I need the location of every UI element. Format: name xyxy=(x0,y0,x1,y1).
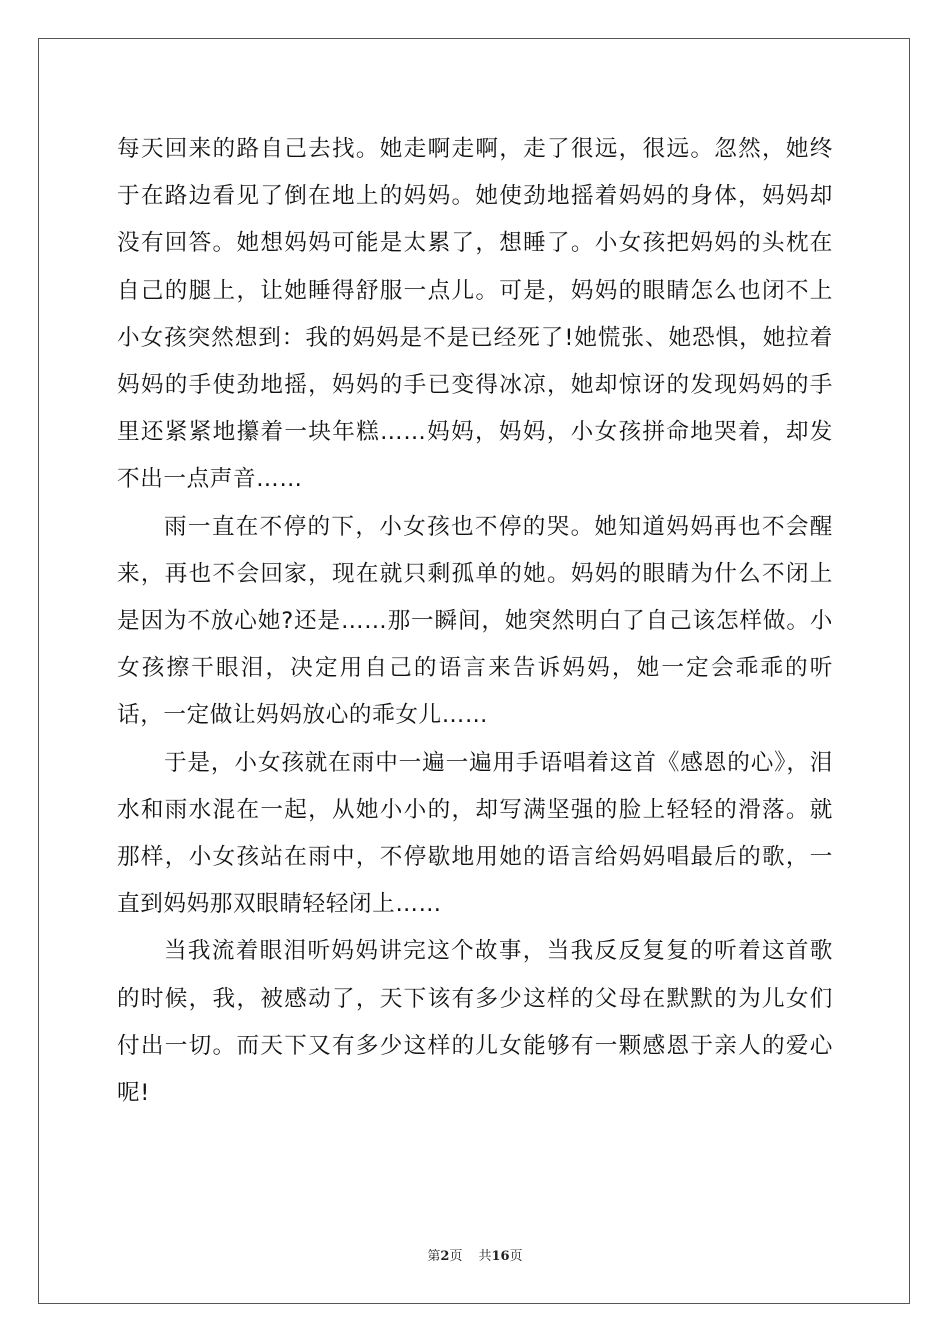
document-body xyxy=(117,126,833,1117)
footer-page-current: 2 xyxy=(440,1249,450,1264)
paragraph-3: 于是，小女孩就在雨中一遍一遍用手语唱着这首《感恩的心》，泪水和雨水混在一起，从她小小的，却写满坚强的脸上轻轻的滑落。就那样，小女孩站在雨中，不停歇地用她的语言给妈妈唱最后的歌，一直到妈妈那双眼睛轻轻闭上…… xyxy=(117,749,833,918)
footer-page-total: 16 xyxy=(491,1249,510,1264)
footer-total-prefix: 共 xyxy=(478,1249,492,1264)
footer-page-suffix: 页 xyxy=(449,1249,463,1264)
footer-page-prefix: 第 xyxy=(427,1249,441,1264)
footer-total-suffix: 页 xyxy=(509,1249,523,1264)
paragraph-2: 雨一直在不停的下，小女孩也不停的哭。她知道妈妈再也不会醒来，再也不会回家，现在就只剩孤单的她。妈妈的眼睛为什么不闭上是因为不放心她?还是……那一瞬间，她突然明白了自己该怎样做。小女孩擦干眼泪，决定用自己的语言来告诉妈妈，她一定会乖乖的听话，一定做让妈妈放心的乖女儿…… xyxy=(117,513,833,729)
paragraph-1: 每天回来的路自己去找。她走啊走啊，走了很远，很远。忽然，她终于在路边看见了倒在地上的妈妈。她使劲地摇着妈妈的身体，妈妈却没有回答。她想妈妈可能是太累了，想睡了。小女孩把妈妈的头枕在自己的腿上，让她睡得舒服一点儿。可是，妈妈的眼睛怎么也闭不上小女孩突然想到：我的妈妈是不是已经死了!她慌张、她恐惧，她拉着妈妈的手使劲地摇，妈妈的手已变得冰凉，她却惊讶的发现妈妈的手里还紧紧地攥着一块年糕……妈妈，妈妈，小女孩拼命地哭着，却发不出一点声音…… xyxy=(117,136,833,493)
page-footer xyxy=(0,1245,950,1264)
paragraph-4: 当我流着眼泪听妈妈讲完这个故事，当我反反复复的听着这首歌的时候，我，被感动了，天下该有多少这样的父母在默默的为儿女们付出一切。而天下又有多少这样的儿女能够有一颗感恩于亲人的爱心呢! xyxy=(117,938,833,1107)
